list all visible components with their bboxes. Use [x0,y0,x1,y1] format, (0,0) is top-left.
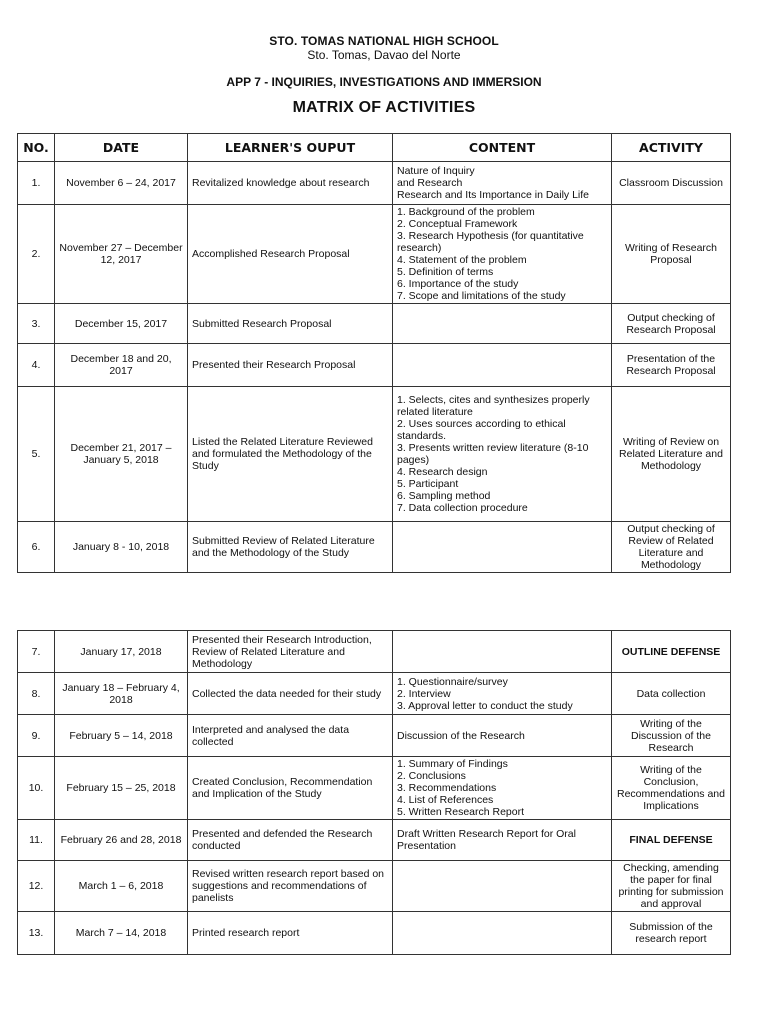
row-activity: Submission of the research report [612,912,731,955]
row-date: January 17, 2018 [55,631,188,673]
row-learner-output: Collected the data needed for their study [188,673,393,715]
row-number: 4. [18,344,55,387]
row-date: December 21, 2017 – January 5, 2018 [55,387,188,522]
table-row [18,912,731,955]
row-content: 1. Questionnaire/survey 2. Interview 3. Approval letter to conduct the study [393,673,612,715]
table-row [18,162,731,205]
row-learner-output: Printed research report [188,912,393,955]
row-activity: Presentation of the Research Proposal [612,344,731,387]
row-content [393,344,612,387]
row-number: 7. [18,631,55,673]
table-row [18,304,731,344]
table-row [18,344,731,387]
row-activity: Writing of the Discussion of the Research [612,715,731,757]
row-content: Nature of Inquiry and Research Research and Its Importance in Daily Life [393,162,612,205]
row-content: 1. Summary of Findings 2. Conclusions 3. Recommendations 4. List of References 5. Written Research Report [393,757,612,820]
table-row [18,820,731,861]
column-header-date: DATE [55,134,188,162]
row-activity: Classroom Discussion [612,162,731,205]
row-date: December 15, 2017 [55,304,188,344]
row-number: 10. [18,757,55,820]
row-activity: Data collection [612,673,731,715]
row-date: December 18 and 20, 2017 [55,344,188,387]
row-content [393,912,612,955]
row-activity: Writing of Review on Related Literature and Methodology [612,387,731,522]
row-learner-output: Interpreted and analysed the data collected [188,715,393,757]
row-learner-output: Revitalized knowledge about research [188,162,393,205]
table-row [18,673,731,715]
column-header-output: LEARNER'S OUPUT [188,134,393,162]
row-learner-output: Submitted Research Proposal [188,304,393,344]
row-number: 9. [18,715,55,757]
row-activity: Output checking of Research Proposal [612,304,731,344]
row-learner-output: Created Conclusion, Recommendation and Implication of the Study [188,757,393,820]
row-learner-output: Presented their Research Proposal [188,344,393,387]
table-row [18,715,731,757]
row-number: 8. [18,673,55,715]
row-date: November 6 – 24, 2017 [55,162,188,205]
row-number: 6. [18,522,55,573]
row-number: 3. [18,304,55,344]
row-content: 1. Selects, cites and synthesizes properly related literature 2. Uses sources according to ethical standards. 3. Presents written review literature (8-10 pages) 4. Research design 5. Participant 6. Sampling method 7. Data collection procedure [393,387,612,522]
row-learner-output: Submitted Review of Related Literature and the Methodology of the Study [188,522,393,573]
row-number: 12. [18,861,55,912]
school-address: Sto. Tomas, Davao del Norte [307,48,461,62]
row-content [393,304,612,344]
column-header-content: CONTENT [393,134,612,162]
row-content: Draft Written Research Report for Oral Presentation [393,820,612,861]
page-title: MATRIX OF ACTIVITIES [292,99,476,116]
activities-table-part-2 [17,630,731,955]
row-content [393,522,612,573]
row-content: 1. Background of the problem 2. Conceptual Framework 3. Research Hypothesis (for quantitative research) 4. Statement of the problem 5. Definition of terms 6. Importance of the study 7. Scope and limitations of the study [393,205,612,304]
school-name: STO. TOMAS NATIONAL HIGH SCHOOL [269,34,499,48]
row-content [393,631,612,673]
table-row [18,631,731,673]
row-activity: OUTLINE DEFENSE [612,631,731,673]
row-number: 5. [18,387,55,522]
row-activity: Writing of Research Proposal [612,205,731,304]
activities-table-part-1 [17,133,731,573]
row-date: February 5 – 14, 2018 [55,715,188,757]
table-row [18,387,731,522]
row-date: January 8 - 10, 2018 [55,522,188,573]
row-date: March 7 – 14, 2018 [55,912,188,955]
table-header-row [18,134,731,162]
row-activity: Checking, amending the paper for final printing for submission and approval [612,861,731,912]
row-learner-output: Accomplished Research Proposal [188,205,393,304]
table-row [18,861,731,912]
row-learner-output: Listed the Related Literature Reviewed and formulated the Methodology of the Study [188,387,393,522]
row-activity: Writing of the Conclusion, Recommendations and Implications [612,757,731,820]
row-activity: FINAL DEFENSE [612,820,731,861]
row-number: 11. [18,820,55,861]
row-number: 1. [18,162,55,205]
table-row [18,522,731,573]
column-header-activity: ACTIVITY [612,134,731,162]
row-date: February 15 – 25, 2018 [55,757,188,820]
row-date: January 18 – February 4, 2018 [55,673,188,715]
row-activity: Output checking of Review of Related Literature and Methodology [612,522,731,573]
row-number: 2. [18,205,55,304]
row-learner-output: Presented their Research Introduction, Review of Related Literature and Methodology [188,631,393,673]
row-content [393,861,612,912]
row-date: February 26 and 28, 2018 [55,820,188,861]
table-row [18,757,731,820]
document-header [0,34,768,117]
row-date: March 1 – 6, 2018 [55,861,188,912]
row-content: Discussion of the Research [393,715,612,757]
row-learner-output: Revised written research report based on suggestions and recommendations of panelists [188,861,393,912]
table-row [18,205,731,304]
subject-title: APP 7 - INQUIRIES, INVESTIGATIONS AND IMMERSION [226,75,542,89]
row-learner-output: Presented and defended the Research conducted [188,820,393,861]
row-date: November 27 – December 12, 2017 [55,205,188,304]
column-header-no: NO. [18,134,55,162]
row-number: 13. [18,912,55,955]
